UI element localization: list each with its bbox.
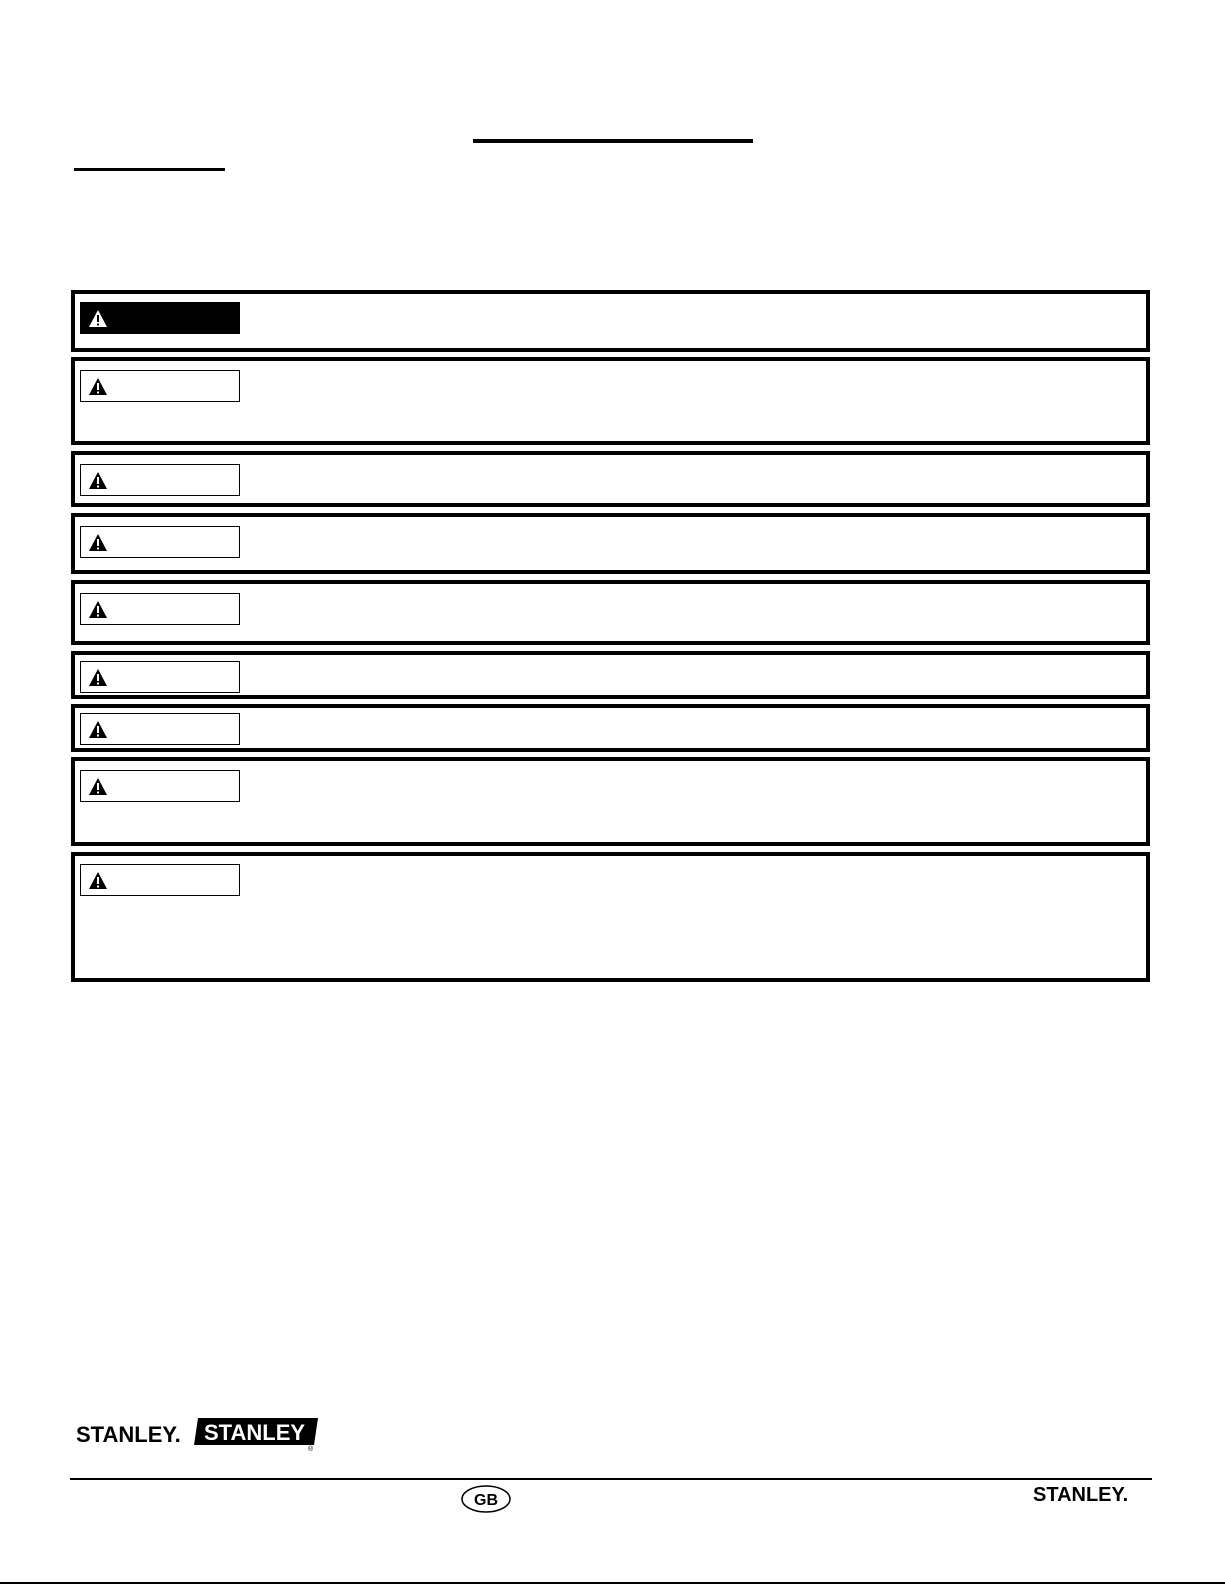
warning-box-5: [71, 651, 1150, 699]
warning-triangle-icon: [88, 720, 108, 739]
warning-signal-label: [80, 593, 240, 625]
warning-signal-label: [80, 526, 240, 558]
language-badge: [460, 1484, 512, 1514]
stanley-logo-solid: [194, 1415, 322, 1451]
footer-divider: [70, 1478, 1152, 1480]
warning-box-4: [71, 580, 1150, 645]
stanley-logo-outline: [76, 1421, 188, 1447]
warning-signal-label: [80, 770, 240, 802]
logo-solid-text: STANLEY: [204, 1420, 306, 1445]
warning-triangle-icon: [88, 668, 108, 687]
warning-box-8: [71, 852, 1150, 982]
danger-signal-label: [80, 302, 240, 334]
warning-signal-label: [80, 661, 240, 693]
section-heading-underline: [74, 168, 225, 171]
warning-box-6: [71, 704, 1150, 752]
logo-outline-text: STANLEY.: [76, 1422, 181, 1447]
warning-signal-label: [80, 464, 240, 496]
warning-triangle-icon: [88, 377, 108, 396]
warning-box-7: [71, 757, 1150, 846]
registered-mark: ®: [308, 1446, 314, 1451]
danger-box: [71, 290, 1150, 352]
stanley-logo-footer: [1033, 1482, 1151, 1506]
language-code: GB: [474, 1492, 498, 1509]
warning-triangle-icon: [88, 871, 108, 890]
warning-triangle-icon: [88, 471, 108, 490]
warning-signal-label: [80, 713, 240, 745]
page-bottom-edge: [0, 1582, 1225, 1584]
warning-box-2: [71, 451, 1150, 507]
warning-triangle-icon: [88, 533, 108, 552]
warning-triangle-icon: [88, 600, 108, 619]
warning-signal-label: [80, 864, 240, 896]
logo-footer-text: STANLEY.: [1033, 1484, 1129, 1506]
warning-box-1: [71, 357, 1150, 445]
warning-triangle-icon: [88, 309, 108, 328]
warning-box-3: [71, 513, 1150, 574]
title-underline: [473, 139, 753, 143]
warning-triangle-icon: [88, 777, 108, 796]
warning-signal-label: [80, 370, 240, 402]
